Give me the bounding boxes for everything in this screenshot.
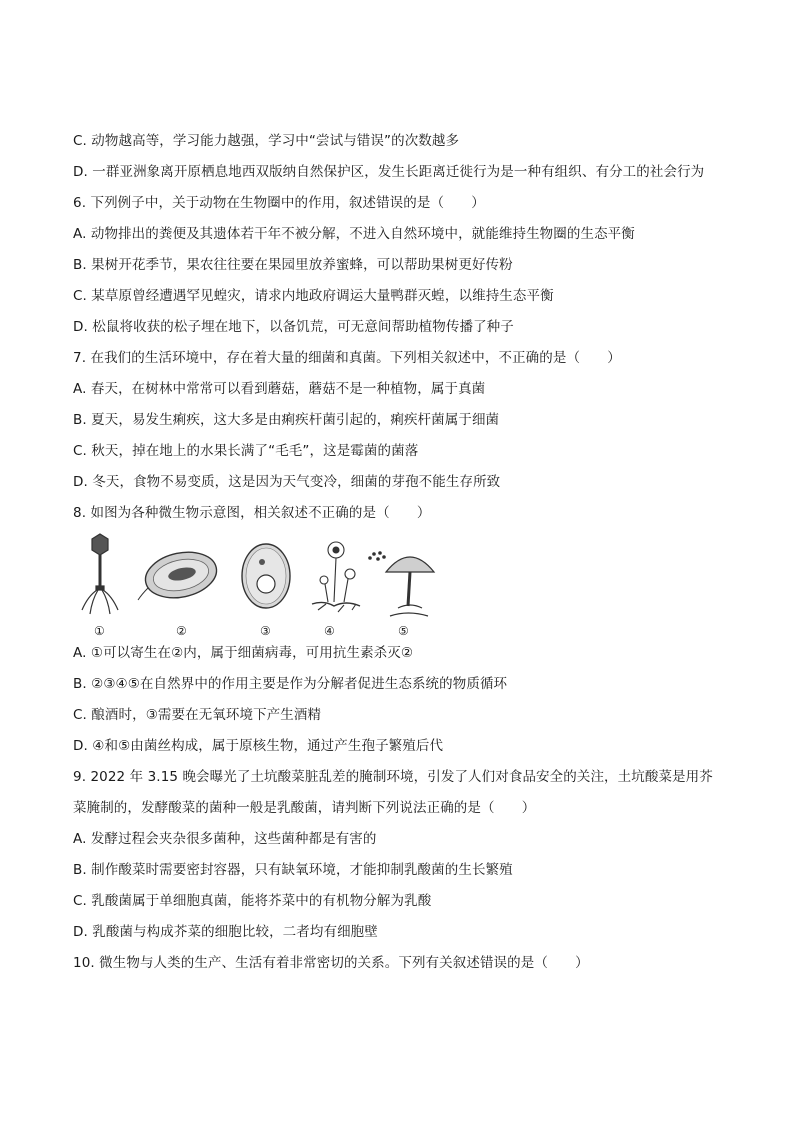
q8-option-b: B. ②③④⑤在自然界中的作用主要是作为分解者促进生态系统的物质循环 [73,676,508,692]
q8-stem: 8. 如图为各种微生物示意图，相关叙述不正确的是（ ） [73,505,431,521]
q10-stem: 10. 微生物与人类的生产、生活有着非常密切的关系。下列有关叙述错误的是（ ） [73,955,589,971]
q9-option-a: A. 发酵过程会夹杂很多菌种，这些菌种都是有害的 [73,831,377,847]
q7-stem: 7. 在我们的生活环境中，存在着大量的细菌和真菌。下列相关叙述中，不正确的是（ ） [73,350,621,366]
q9-option-b: B. 制作酸菜时需要密封容器，只有缺氧环境，才能抑制乳酸菌的生长繁殖 [73,862,513,878]
q8-option-a: A. ①可以寄生在②内，属于细菌病毒，可用抗生素杀灭② [73,645,414,661]
yeast-drawing [242,544,290,608]
q9-option-d: D. 乳酸菌与构成芥菜的细胞比较，二者均有细胞壁 [73,924,378,940]
q5-option-c: C. 动物越高等，学习能力越强，学习中“尝试与错误”的次数越多 [73,133,460,149]
q6-option-b: B. 果树开花季节，果农往往要在果园里放养蜜蜂，可以帮助果树更好传粉 [73,257,513,273]
q9-stem-cont: 菜腌制的，发酵酸菜的菌种一般是乳酸菌，请判断下列说法正确的是（ ） [73,800,536,816]
q7-option-c: C. 秋天，掉在地上的水果长满了“毛毛”，这是霉菌的菌落 [73,443,419,459]
q8-option-c: C. 酿酒时，③需要在无氧环境下产生酒精 [73,707,322,723]
figure-label-3: ③ [260,624,271,638]
q7-option-b: B. 夏天，易发生痢疾，这大多是由痢疾杆菌引起的，痢疾杆菌属于细菌 [73,412,500,428]
q9-stem: 9. 2022 年 3.15 晚会曝光了土坑酸菜脏乱差的腌制环境，引发了人们对食品安全的关注，土坑酸菜是用芥 [73,769,713,785]
figure-label-2: ② [176,624,187,638]
q6-option-a: A. 动物排出的粪便及其遗体若干年不被分解，不进入自然环境中，就能维持生物圈的生态平衡 [73,226,635,242]
figure-label-1: ① [94,624,105,638]
q7-option-d: D. 冬天，食物不易变质，这是因为天气变冷，细菌的芽孢不能生存所致 [73,474,501,490]
bacterium-drawing [138,546,221,604]
q6-option-c: C. 某草原曾经遭遇罕见蝗灾，请求内地政府调运大量鸭群灭蝗，以维持生态平衡 [73,288,554,304]
bacteriophage-drawing [82,534,118,614]
figure-label-5: ⑤ [398,624,409,638]
q6-stem: 6. 下列例子中，关于动物在生物圈中的作用，叙述错误的是（ ） [73,195,485,211]
figure-label-4: ④ [324,624,335,638]
mushroom-drawing [369,552,434,616]
q8-option-d: D. ④和⑤由菌丝构成，属于原核生物，通过产生孢子繁殖后代 [73,738,444,754]
q5-option-d: D. 一群亚洲象离开原栖息地西双版纳自然保护区，发生长距离迁徙行为是一种有组织、有分工的社会行为 [73,164,705,180]
q9-option-c: C. 乳酸菌属于单细胞真菌，能将芥菜中的有机物分解为乳酸 [73,893,432,909]
q6-option-d: D. 松鼠将收获的松子埋在地下，以备饥荒，可无意间帮助植物传播了种子 [73,319,514,335]
q7-option-a: A. 春天，在树林中常常可以看到蘑菇，蘑菇不是一种植物，属于真菌 [73,381,486,397]
mold-drawing [312,542,360,612]
microorganism-drawings [68,530,448,622]
microorganism-figure [68,530,448,640]
